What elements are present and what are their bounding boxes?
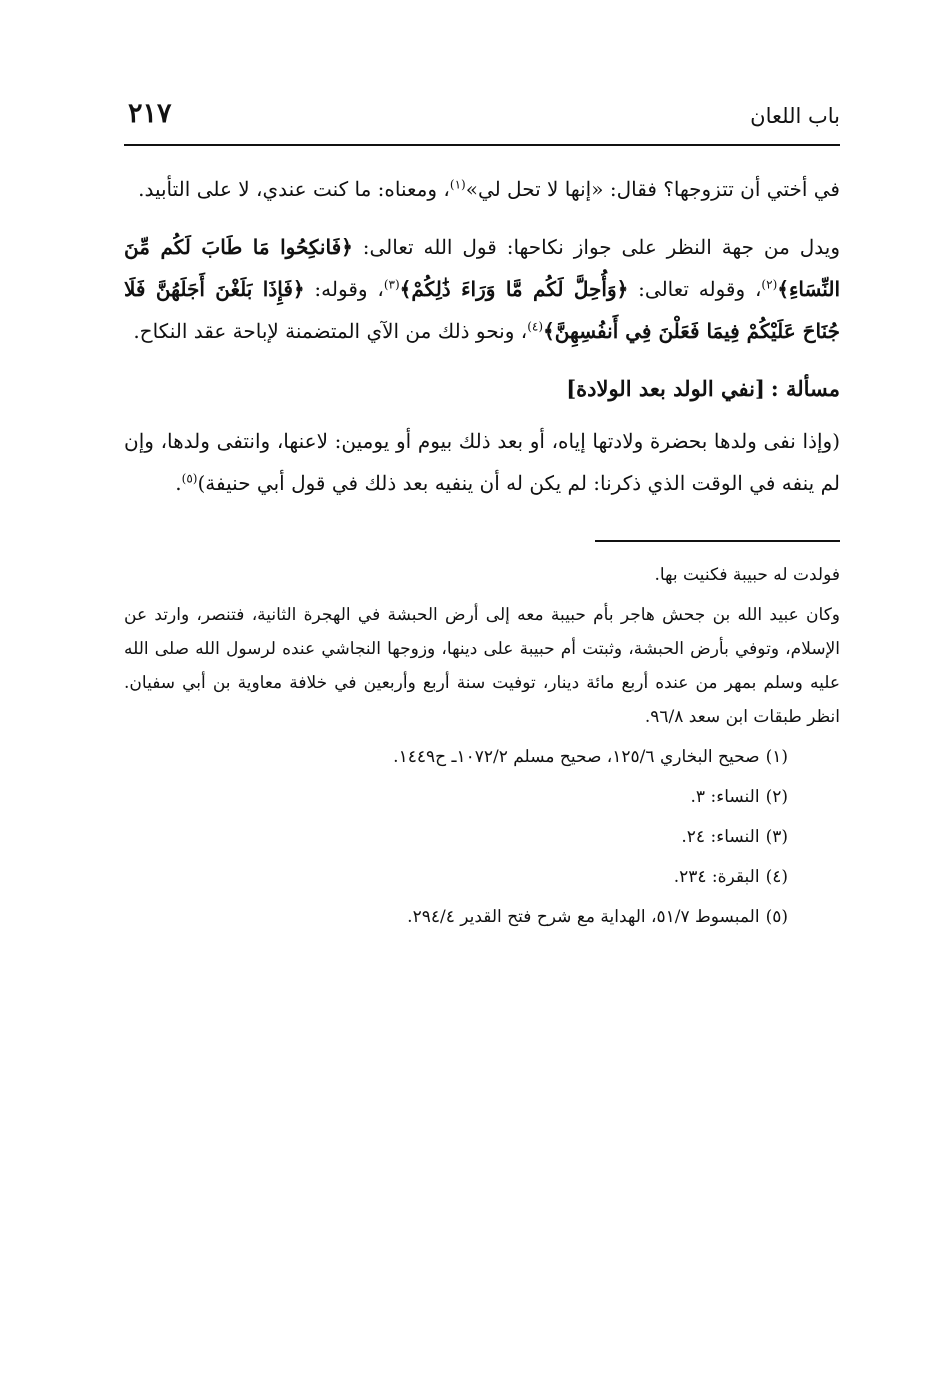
footnote-1: (١)صحيح البخاري ١٢٥/٦، صحيح مسلم ١٠٧٢/٢ـ ح١٤٤٩. xyxy=(393,747,788,767)
footnote-divider xyxy=(595,540,840,542)
footnote-biography: وكان عبيد الله بن جحش هاجر بأم حبيبة معه إلى أرض الحبشة في الهجرة الثانية، فتنصر، وارتد عن الإسلام، وتوفي بأرض الحبشة، وثبتت أم حبيبة على دينها، وزوجها النجاشي عنده لرسول الله صلى الله عليه وسلم بمهر من عنده أربع مائة دينار، توفيت سنة أربع وأربعين في خلافة معاوية بن أبي سفيان. انظر طبقات ابن سعد ٩٦/٨. xyxy=(124,605,840,727)
running-head: باب اللعان xyxy=(750,104,840,128)
quran-verse-3: ﴿فَإِذَا بَلَغْنَ أَجَلَهُنَّ فَلَا جُنَاحَ عَلَيْكُمْ فِيمَا فَعَلْنَ فِي أَنفُسِهِنَّ﴾ xyxy=(124,277,840,343)
footnote-ref-3[interactable]: (٣) xyxy=(383,277,400,292)
footnote-2: (٢)النساء: ٣. xyxy=(690,787,788,807)
quran-verse-2: ﴿وَأُحِلَّ لَكُم مَّا وَرَاءَ ذَٰلِكُمْ﴾ xyxy=(399,277,629,301)
page-header xyxy=(124,96,840,146)
footnote-list xyxy=(124,740,840,934)
footnote-3: (٣)النساء: ٢٤. xyxy=(681,827,788,847)
masala-title: [نفي الولد بعد الولادة] xyxy=(566,376,765,401)
footnote-ref-5[interactable]: (٥) xyxy=(181,471,198,486)
page-number: ٢١٧ xyxy=(128,98,172,129)
paragraph-2: ويدل من جهة النظر على جواز نكاحها: قول الله تعالى: ﴿فَانكِحُوا مَا طَابَ لَكُم مِّنَ النِّسَاءِ﴾$^{(٢)}$، وقوله تعالى: ﴿وَأُحِلَّ لَكُم مَّا وَرَاءَ ذَٰلِكُمْ﴾$^{(٣)}$، وقوله: ﴿فَإِذَا بَلَغْنَ أَجَلَهُنَّ فَلَا جُنَاحَ عَلَيْكُمْ فِيمَا فَعَلْنَ فِي أَنفُسِهِنَّ﴾$^{(٤)}$، ونحو ذلك من الآي المتضمنة لإباحة عقد النكاح. xyxy=(124,235,840,343)
masala-label: مسألة : xyxy=(770,376,840,401)
footnote-ref-4[interactable]: (٤) xyxy=(527,319,544,334)
footnote-5: (٥)المبسوط ٥١/٧، الهداية مع شرح فتح القدير ٢٩٤/٤. xyxy=(407,907,788,927)
footnote-continuation: فولدت له حبيبة فكنيت بها. xyxy=(654,565,840,585)
section-heading xyxy=(124,368,840,410)
footnote-ref-2[interactable]: (٢) xyxy=(761,277,778,292)
quran-verse-1: ﴿فَانكِحُوا مَا طَابَ لَكُم مِّنَ النِّسَاءِ﴾ xyxy=(124,235,840,301)
paragraph-3: (وإذا نفى ولدها بحضرة ولادتها إياه، أو بعد ذلك بيوم أو يومين: لاعنها، وانتفى ولدها، وإن لم ينفه في الوقت الذي ذكرنا: لم يكن له أن ينفيه بعد ذلك في قول أبي حنيفة)$^{(٥)}$. xyxy=(124,429,840,495)
footnote-ref-1[interactable]: (١) xyxy=(449,177,466,192)
paragraph-1: في أختي أن تتزوجها؟ فقال: «إنها لا تحل لي»$^{(١)}$، ومعناه: ما كنت عندي، لا على التأبيد. xyxy=(138,177,840,201)
footnotes xyxy=(124,558,840,934)
page xyxy=(124,96,840,940)
footnote-4: (٤)البقرة: ٢٣٤. xyxy=(673,867,788,887)
main-text xyxy=(124,168,840,504)
